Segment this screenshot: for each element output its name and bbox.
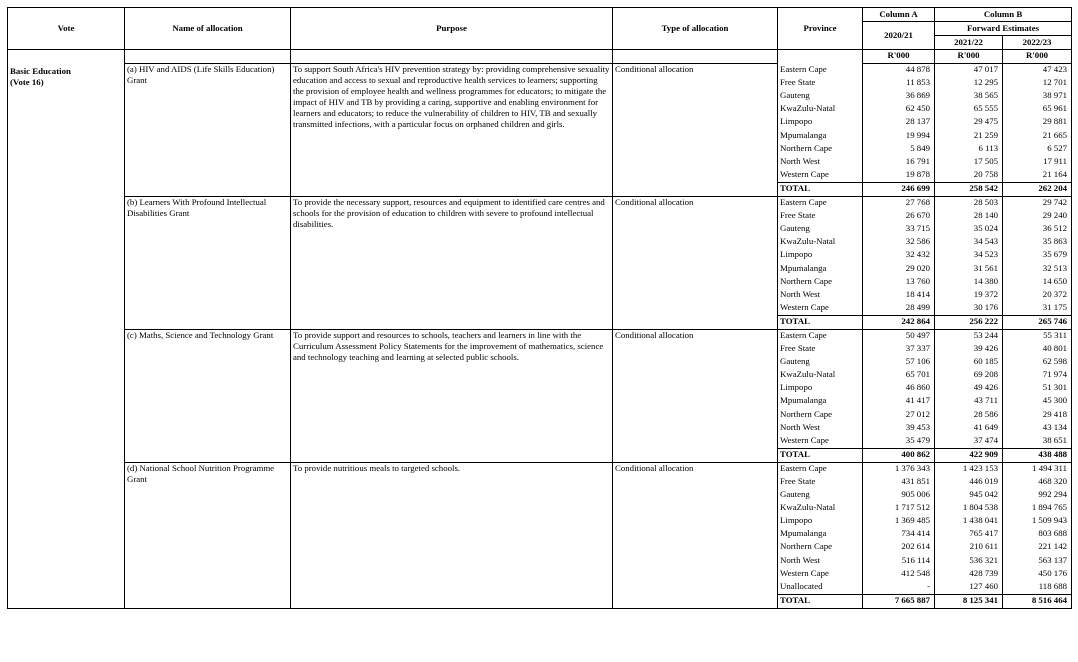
province-name: Gauteng — [778, 356, 863, 369]
header-column-a: Column A — [863, 8, 935, 22]
province-name: Eastern Cape — [778, 462, 863, 476]
total-amount: 256 222 — [935, 315, 1003, 329]
amount-cell: 38 971 — [1003, 90, 1072, 103]
amount-cell: 41 417 — [863, 395, 935, 408]
amount-cell: 35 024 — [935, 223, 1003, 236]
amount-cell: 14 380 — [935, 276, 1003, 289]
amount-cell: 428 739 — [935, 568, 1003, 581]
amount-cell: 40 801 — [1003, 343, 1072, 356]
amount-cell: 1 494 311 — [1003, 462, 1072, 476]
amount-cell: 11 853 — [863, 77, 935, 90]
amount-cell: 65 701 — [863, 369, 935, 382]
amount-cell: 51 301 — [1003, 382, 1072, 395]
amount-cell: 35 479 — [863, 435, 935, 449]
amount-cell: 36 512 — [1003, 223, 1072, 236]
amount-cell: 35 679 — [1003, 249, 1072, 262]
amount-cell: 30 176 — [935, 302, 1003, 316]
header-province: Province — [778, 8, 863, 50]
amount-cell: 29 881 — [1003, 116, 1072, 129]
province-name: Limpopo — [778, 116, 863, 129]
amount-cell: 1 438 041 — [935, 515, 1003, 528]
province-name: Mpumalanga — [778, 263, 863, 276]
amount-cell: 36 869 — [863, 90, 935, 103]
amount-cell: 1 423 153 — [935, 462, 1003, 476]
total-amount: 262 204 — [1003, 182, 1072, 196]
province-name: Free State — [778, 343, 863, 356]
total-amount: 400 862 — [863, 448, 935, 462]
amount-cell: 62 450 — [863, 103, 935, 116]
amount-cell: 19 372 — [935, 289, 1003, 302]
amount-cell: 35 863 — [1003, 236, 1072, 249]
amount-cell: 945 042 — [935, 489, 1003, 502]
amount-cell: 1 804 538 — [935, 502, 1003, 515]
amount-cell: 71 974 — [1003, 369, 1072, 382]
amount-cell: 19 994 — [863, 130, 935, 143]
province-name: Eastern Cape — [778, 329, 863, 343]
province-name: Western Cape — [778, 302, 863, 316]
amount-cell: 44 878 — [863, 64, 935, 78]
table-row — [8, 197, 1072, 211]
amount-cell: 118 688 — [1003, 581, 1072, 595]
province-name: Eastern Cape — [778, 197, 863, 211]
amount-cell: 21 164 — [1003, 169, 1072, 183]
amount-cell: 41 649 — [935, 422, 1003, 435]
province-name: Mpumalanga — [778, 528, 863, 541]
amount-cell: 1 376 343 — [863, 462, 935, 476]
amount-cell: 38 651 — [1003, 435, 1072, 449]
province-name: North West — [778, 156, 863, 169]
amount-cell: 45 300 — [1003, 395, 1072, 408]
amount-cell: 221 142 — [1003, 541, 1072, 554]
amount-cell: 26 670 — [863, 210, 935, 223]
total-amount: 422 909 — [935, 448, 1003, 462]
grant-purpose: To provide the necessary support, resources and equipment to identified care centres and schools for the provision of education to children with severe to profound intellectual disabilities. — [291, 197, 613, 330]
total-amount: 242 864 — [863, 315, 935, 329]
header-column-b: Column B — [935, 8, 1072, 22]
amount-cell: 765 417 — [935, 528, 1003, 541]
amount-cell: 14 650 — [1003, 276, 1072, 289]
header-forward-estimates: Forward Estimates — [935, 22, 1072, 36]
table-row — [8, 329, 1072, 343]
total-label: TOTAL — [778, 448, 863, 462]
amount-cell: 5 849 — [863, 143, 935, 156]
province-name: KwaZulu-Natal — [778, 502, 863, 515]
total-label: TOTAL — [778, 594, 863, 608]
amount-cell: 47 423 — [1003, 64, 1072, 78]
amount-cell: 210 611 — [935, 541, 1003, 554]
header-type-of-allocation: Type of allocation — [613, 8, 778, 50]
amount-cell: 31 175 — [1003, 302, 1072, 316]
province-name: Gauteng — [778, 90, 863, 103]
amount-cell: 16 791 — [863, 156, 935, 169]
province-name: Free State — [778, 77, 863, 90]
amount-cell: 50 497 — [863, 329, 935, 343]
amount-cell: 20 372 — [1003, 289, 1072, 302]
province-name: Gauteng — [778, 223, 863, 236]
allocation-table-body — [8, 50, 1072, 609]
amount-cell: 28 137 — [863, 116, 935, 129]
amount-cell: 905 006 — [863, 489, 935, 502]
units-spacer — [613, 50, 778, 64]
amount-cell: 32 432 — [863, 249, 935, 262]
amount-cell: 32 586 — [863, 236, 935, 249]
amount-cell: - — [863, 581, 935, 595]
amount-cell: 803 688 — [1003, 528, 1072, 541]
allocation-table — [7, 7, 1072, 609]
province-name: Limpopo — [778, 382, 863, 395]
province-name: Northern Cape — [778, 276, 863, 289]
amount-cell: 27 012 — [863, 409, 935, 422]
vote-name: Basic Education — [10, 66, 71, 76]
total-amount: 265 746 — [1003, 315, 1072, 329]
amount-cell: 53 244 — [935, 329, 1003, 343]
province-name: KwaZulu-Natal — [778, 236, 863, 249]
amount-cell: 29 418 — [1003, 409, 1072, 422]
unit-label: R'000 — [1003, 50, 1072, 64]
amount-cell: 49 426 — [935, 382, 1003, 395]
vote-number: (Vote 16) — [10, 76, 44, 87]
total-amount: 8 516 464 — [1003, 594, 1072, 608]
grant-type: Conditional allocation — [613, 329, 778, 462]
units-spacer — [125, 50, 291, 64]
amount-cell: 62 598 — [1003, 356, 1072, 369]
grant-type: Conditional allocation — [613, 197, 778, 330]
province-name: Northern Cape — [778, 143, 863, 156]
amount-cell: 6 113 — [935, 143, 1003, 156]
header-year-2022-23: 2022/23 — [1003, 36, 1072, 50]
amount-cell: 468 320 — [1003, 476, 1072, 489]
amount-cell: 46 860 — [863, 382, 935, 395]
province-name: Western Cape — [778, 169, 863, 183]
amount-cell: 28 499 — [863, 302, 935, 316]
province-name: KwaZulu-Natal — [778, 369, 863, 382]
amount-cell: 21 665 — [1003, 130, 1072, 143]
allocation-table-page — [7, 7, 1071, 654]
amount-cell: 19 878 — [863, 169, 935, 183]
amount-cell: 28 140 — [935, 210, 1003, 223]
amount-cell: 43 711 — [935, 395, 1003, 408]
amount-cell: 1 894 765 — [1003, 502, 1072, 515]
amount-cell: 55 311 — [1003, 329, 1072, 343]
header-year-2020-21: 2020/21 — [863, 22, 935, 50]
province-name: Eastern Cape — [778, 64, 863, 78]
amount-cell: 17 911 — [1003, 156, 1072, 169]
units-spacer — [291, 50, 613, 64]
amount-cell: 37 474 — [935, 435, 1003, 449]
amount-cell: 13 760 — [863, 276, 935, 289]
grant-name: (b) Learners With Profound Intellectual Disabilities Grant — [125, 197, 291, 330]
total-amount: 7 665 887 — [863, 594, 935, 608]
amount-cell: 33 715 — [863, 223, 935, 236]
province-name: Mpumalanga — [778, 395, 863, 408]
province-name: North West — [778, 555, 863, 568]
province-name: KwaZulu-Natal — [778, 103, 863, 116]
grant-purpose: To support South Africa's HIV prevention strategy by: providing comprehensive sexuality education and access to sexual and reproductive health services to learners; supporting the provision of employee health and wellness programmes for educators; to mitigate the impact of HIV and TB by providing a caring, supportive and enabling environment for learners and educators; to reduce the vulnerability of children to HIV, TB and sexually transmitted infections, with a particular focus on orphaned children and girls. — [291, 64, 613, 197]
province-name: North West — [778, 289, 863, 302]
amount-cell: 69 208 — [935, 369, 1003, 382]
amount-cell: 29 020 — [863, 263, 935, 276]
amount-cell: 32 513 — [1003, 263, 1072, 276]
amount-cell: 992 294 — [1003, 489, 1072, 502]
amount-cell: 47 017 — [935, 64, 1003, 78]
amount-cell: 202 614 — [863, 541, 935, 554]
total-amount: 8 125 341 — [935, 594, 1003, 608]
amount-cell: 29 240 — [1003, 210, 1072, 223]
vote-cell — [8, 50, 125, 609]
grant-type: Conditional allocation — [613, 64, 778, 197]
amount-cell: 65 961 — [1003, 103, 1072, 116]
amount-cell: 12 295 — [935, 77, 1003, 90]
grant-purpose: To provide nutritious meals to targeted schools. — [291, 462, 613, 608]
amount-cell: 57 106 — [863, 356, 935, 369]
total-amount: 438 488 — [1003, 448, 1072, 462]
province-name: Unallocated — [778, 581, 863, 595]
province-name: Free State — [778, 476, 863, 489]
amount-cell: 31 561 — [935, 263, 1003, 276]
header-year-2021-22: 2021/22 — [935, 36, 1003, 50]
grant-name: (a) HIV and AIDS (Life Skills Education) Grant — [125, 64, 291, 197]
unit-label: R'000 — [863, 50, 935, 64]
amount-cell: 27 768 — [863, 197, 935, 211]
header-name-of-allocation: Name of allocation — [125, 8, 291, 50]
province-name: Mpumalanga — [778, 130, 863, 143]
amount-cell: 28 586 — [935, 409, 1003, 422]
province-name: Limpopo — [778, 515, 863, 528]
amount-cell: 1 369 485 — [863, 515, 935, 528]
amount-cell: 37 337 — [863, 343, 935, 356]
grant-purpose: To provide support and resources to schools, teachers and learners in line with the Curriculum Assessment Policy Statements for the improvement of mathematics, science and technology teaching and learning at selected public schools. — [291, 329, 613, 462]
amount-cell: 39 453 — [863, 422, 935, 435]
grant-name: (c) Maths, Science and Technology Grant — [125, 329, 291, 462]
total-label: TOTAL — [778, 315, 863, 329]
units-spacer — [778, 50, 863, 64]
province-name: Limpopo — [778, 249, 863, 262]
amount-cell: 563 137 — [1003, 555, 1072, 568]
amount-cell: 536 321 — [935, 555, 1003, 568]
amount-cell: 38 565 — [935, 90, 1003, 103]
amount-cell: 21 259 — [935, 130, 1003, 143]
amount-cell: 34 523 — [935, 249, 1003, 262]
amount-cell: 450 176 — [1003, 568, 1072, 581]
amount-cell: 20 758 — [935, 169, 1003, 183]
amount-cell: 17 505 — [935, 156, 1003, 169]
province-name: Western Cape — [778, 568, 863, 581]
amount-cell: 516 114 — [863, 555, 935, 568]
total-amount: 258 542 — [935, 182, 1003, 196]
province-name: Western Cape — [778, 435, 863, 449]
grant-name: (d) National School Nutrition Programme Grant — [125, 462, 291, 608]
header-purpose: Purpose — [291, 8, 613, 50]
province-name: Northern Cape — [778, 409, 863, 422]
amount-cell: 1 717 512 — [863, 502, 935, 515]
amount-cell: 39 426 — [935, 343, 1003, 356]
amount-cell: 446 019 — [935, 476, 1003, 489]
table-row — [8, 462, 1072, 476]
unit-label: R'000 — [935, 50, 1003, 64]
units-row — [8, 50, 1072, 64]
province-name: Free State — [778, 210, 863, 223]
amount-cell: 6 527 — [1003, 143, 1072, 156]
amount-cell: 29 742 — [1003, 197, 1072, 211]
amount-cell: 43 134 — [1003, 422, 1072, 435]
amount-cell: 12 701 — [1003, 77, 1072, 90]
total-amount: 246 699 — [863, 182, 935, 196]
amount-cell: 65 555 — [935, 103, 1003, 116]
total-label: TOTAL — [778, 182, 863, 196]
amount-cell: 18 414 — [863, 289, 935, 302]
amount-cell: 29 475 — [935, 116, 1003, 129]
amount-cell: 431 851 — [863, 476, 935, 489]
amount-cell: 28 503 — [935, 197, 1003, 211]
province-name: Gauteng — [778, 489, 863, 502]
province-name: North West — [778, 422, 863, 435]
amount-cell: 1 509 943 — [1003, 515, 1072, 528]
amount-cell: 734 414 — [863, 528, 935, 541]
amount-cell: 60 185 — [935, 356, 1003, 369]
grant-type: Conditional allocation — [613, 462, 778, 608]
table-row — [8, 64, 1072, 78]
amount-cell: 412 548 — [863, 568, 935, 581]
amount-cell: 127 460 — [935, 581, 1003, 595]
province-name: Northern Cape — [778, 541, 863, 554]
header-vote: Vote — [8, 8, 125, 50]
amount-cell: 34 543 — [935, 236, 1003, 249]
